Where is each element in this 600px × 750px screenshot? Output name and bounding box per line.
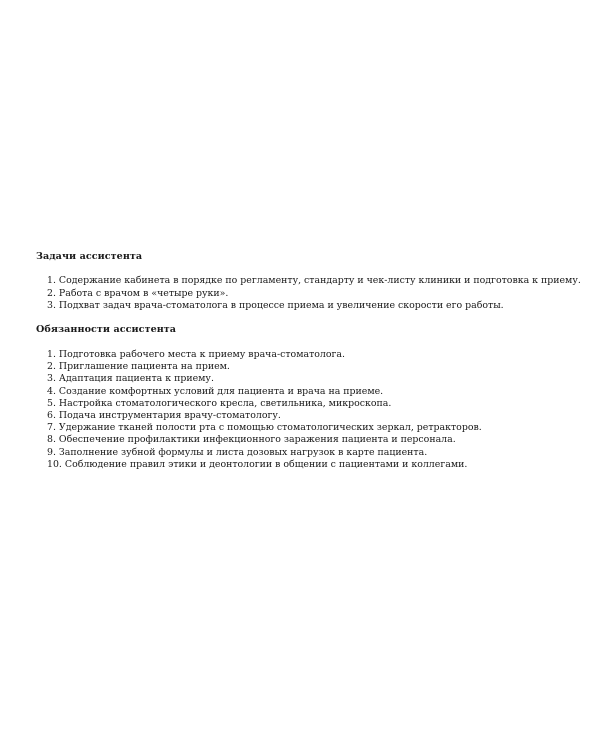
list-item: 7. Удержание тканей полости рта с помощью стоматологических зеркал, ретракторов.: [47, 422, 482, 434]
list-item: 6. Подача инструментария врачу-стоматологу.: [47, 410, 281, 422]
list-item: 3. Адаптация пациента к приему.: [47, 373, 214, 385]
list-item: 8. Обеспечение профилактики инфекционного заражения пациента и персонала.: [47, 434, 456, 446]
tasks-list: [47, 275, 581, 313]
list-item: 2. Работа с врачом в «четыре руки».: [47, 287, 229, 299]
duties-list: [47, 349, 482, 471]
list-item: 1. Подготовка рабочего места к приему врача-стоматолога.: [47, 349, 345, 360]
list-item: 5. Настройка стоматологического кресла, светильника, микроскопа.: [47, 397, 392, 409]
list-item: 2. Приглашение пациента на прием.: [47, 361, 230, 373]
list-item: 3. Подхват задач врача-стоматолога в процессе приема и увеличение скорости его работы.: [47, 300, 504, 312]
section-title-tasks: Задачи ассистента: [36, 251, 143, 262]
list-item: 1. Содержание кабинета в порядке по регламенту, стандарту и чек-листу клиники и подготовка к приему.: [47, 275, 581, 286]
list-item: 4. Создание комфортных условий для пациента и врача на приеме.: [47, 385, 384, 397]
list-item: 10. Соблюдение правил этики и деонтологии в общении с пациентами и коллегами.: [47, 458, 468, 470]
list-item: 9. Заполнение зубной формулы и листа дозовых нагрузок в карте пациента.: [47, 446, 428, 458]
section-title-duties: Обязанности ассистента: [36, 324, 177, 335]
